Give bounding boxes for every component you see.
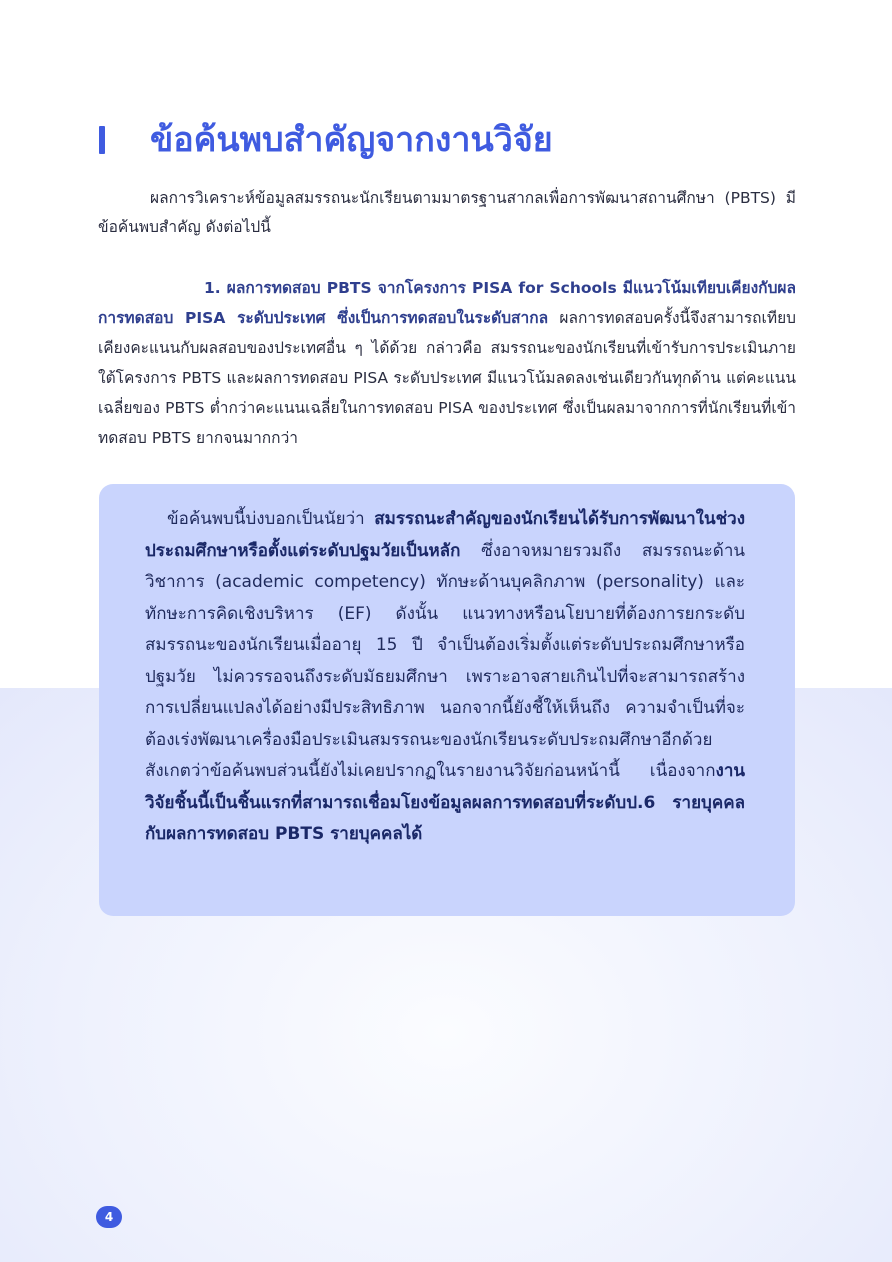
finding-1-paragraph bbox=[98, 273, 796, 453]
insight-strong-2: งานวิจัยชิ้นนี้เป็นชิ้นแรกที่สามารถเชื่อมโยงข้อมูลผลการทดสอบที่ระดับป.6 รายบุคคล กับผลการทดสอบ PBTS รายบุคคลได้ bbox=[145, 761, 745, 844]
intro-paragraph bbox=[98, 184, 796, 242]
finding-1-body: ผลการทดสอบครั้งนี้จึงสามารถเทียบเคียงคะแนนกับผลสอบของประเทศอื่น ๆ ได้ด้วย กล่าวคือ สมรรถนะของนักเรียนที่เข้ารับการประเมินภายใต้โครงการ PBTS และผลการทดสอบ PISA ระดับประเทศ มีแนวโน้มลดลงเช่นเดียวกันทุกด้าน แต่คะแนนเฉลี่ยของ PBTS ต่ำกว่าคะแนนเฉลี่ยในการทดสอบ PISA ของประเทศ ซึ่งเป็นผลมาจากการที่นักเรียนที่เข้าทดสอบ PBTS ยากจนมากกว่า bbox=[98, 309, 796, 447]
finding-1-highlight: 1. ผลการทดสอบ PBTS จากโครงการ PISA for Schools มีแนวโน้มเทียบเคียงกับผลการทดสอบ PISA ระดับประเทศ ซึ่งเป็นการทดสอบในระดับสากล bbox=[98, 279, 796, 327]
page-title: ข้อค้นพบสำคัญจากงานวิจัย bbox=[150, 120, 553, 160]
key-insight-box bbox=[99, 484, 795, 916]
intro-text: ผลการวิเคราะห์ข้อมูลสมรรถนะนักเรียนตามมาตรฐานสากลเพื่อการพัฒนาสถานศึกษา (PBTS) มีข้อค้นพบสำคัญ ดังต่อไปนี้ bbox=[98, 189, 796, 236]
insight-lead: ข้อค้นพบนี้บ่งบอกเป็นนัยว่า bbox=[167, 509, 375, 529]
insight-strong-1: สมรรถนะสำคัญของนักเรียนได้รับการพัฒนาในช่วงประถมศึกษาหรือตั้งแต่ระดับปฐมวัยเป็นหลัก bbox=[145, 509, 745, 561]
title-accent-bar bbox=[99, 126, 105, 154]
insight-body: ซึ่งอาจหมายรวมถึง สมรรถนะด้านวิชาการ (academic competency) ทักษะด้านบุคลิกภาพ (personality) และทักษะการคิดเชิงบริหาร (EF) ดังนั้น แนวทางหรือนโยบายที่ต้องการยกระดับสมรรถนะของนักเรียนเมื่ออายุ 15 ปี จำเป็นต้องเริ่มตั้งแต่ระดับประถมศึกษาหรือปฐมวัย ไม่ควรรอจนถึงระดับมัธยมศึกษา เพราะอาจสายเกินไปที่จะสามารถสร้างการเปลี่ยนแปลงได้อย่างมีประสิทธิภาพ นอกจากนี้ยังชี้ให้เห็นถึง ความจำเป็นที่จะต้องเร่งพัฒนาเครื่องมือประเมินสมรรถนะของนักเรียนระดับประถมศึกษาอีกด้วย สังเกตว่าข้อค้นพบส่วนนี้ยังไม่เคยปรากฏในรายงานวิจัยก่อนหน้านี้ เนื่องจาก bbox=[145, 540, 745, 781]
page-number-badge: 4 bbox=[96, 1206, 122, 1228]
key-insight-paragraph bbox=[145, 504, 745, 851]
